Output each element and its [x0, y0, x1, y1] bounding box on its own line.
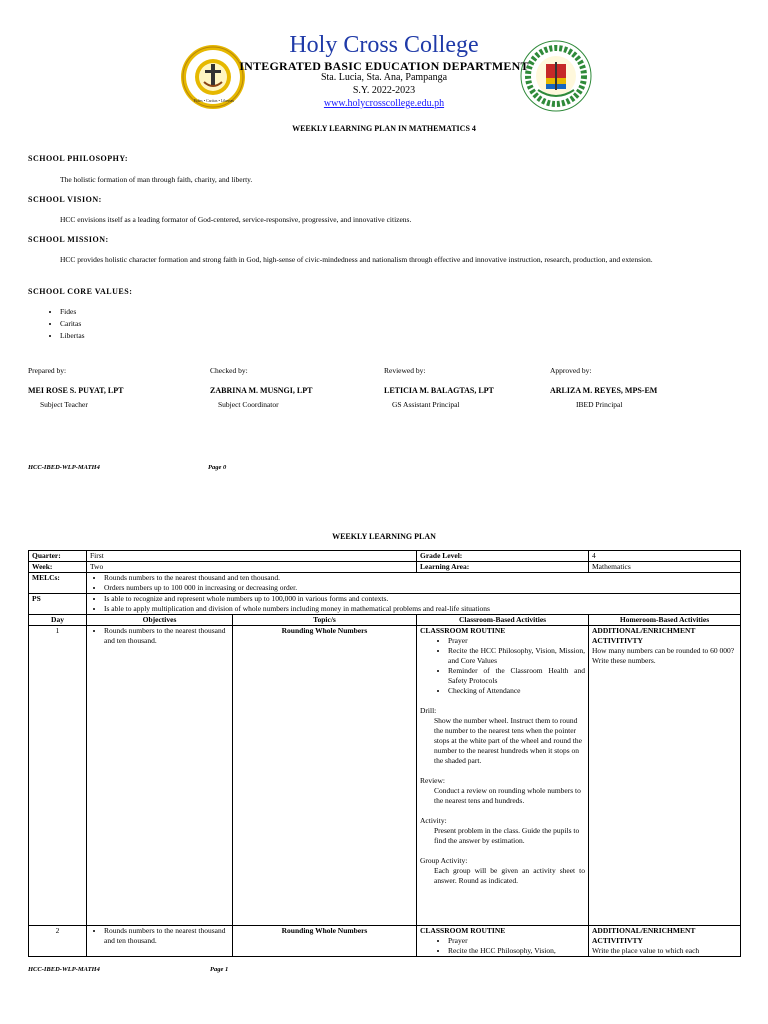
footer-document-code: HCC-IBED-WLP-MATH4	[28, 464, 100, 471]
department-name: INTEGRATED BASIC EDUCATION DEPARTMENT	[239, 59, 529, 73]
approved-by-position: IBED Principal	[576, 400, 623, 409]
classroom-routine-label: CLASSROOM ROUTINE	[420, 926, 506, 935]
routine-item: • Prayer	[448, 936, 585, 946]
week-value: Two	[87, 562, 417, 573]
enrichment-text: Write the place value to which each	[592, 946, 700, 955]
classroom-activities-cell	[417, 626, 589, 926]
approved-by-label: Approved by:	[550, 366, 592, 375]
homeroom-activities-cell	[589, 626, 741, 926]
column-header: Day	[29, 615, 87, 626]
objective-item: • Rounds numbers to the nearest thousand and ten thousand.	[104, 926, 229, 946]
drill-label: Drill:	[420, 706, 437, 715]
checked-by-position: Subject Coordinator	[218, 400, 279, 409]
footer-document-code: HCC-IBED-WLP-MATH4	[28, 966, 100, 973]
day-number: 2	[29, 926, 87, 957]
column-header: Classroom-Based Activities	[417, 615, 589, 626]
mission-label: SCHOOL MISSION:	[28, 235, 109, 244]
column-header-row	[29, 615, 741, 626]
core-value-item: • Libertas	[60, 330, 85, 342]
grade-level-value: 4	[589, 551, 741, 562]
mission-text: HCC provides holistic character formation and strong faith in God, high-sense of civic-mindedness and nationalism through effective and innovative instruction, research, production, and extension.	[60, 255, 653, 264]
column-header: Homeroom-Based Activities	[589, 615, 741, 626]
core-value-item: • Caritas	[60, 318, 85, 330]
review-label: Review:	[420, 776, 446, 785]
topic-cell: Rounding Whole Numbers	[233, 626, 417, 926]
enrichment-label: ADDITIONAL/ENRICHMENT ACTIVITIVTY	[592, 926, 696, 945]
day-1-row	[29, 626, 741, 926]
ps-item: • Is able to apply multiplication and division of whole numbers including money in mathematical problems and real-life situations	[104, 604, 737, 614]
routine-item: • Prayer	[448, 636, 585, 646]
group-activity-text: Each group will be given an activity sheet to answer. Round as indicated.	[434, 866, 586, 885]
homeroom-activities-cell	[589, 926, 741, 957]
activity-text: Present problem in the class. Guide the pupils to find the answer by estimation.	[434, 826, 580, 845]
quarter-label: Quarter:	[29, 551, 87, 562]
footer-page-number: Page 0	[208, 464, 227, 471]
reviewed-by-name: LETICIA M. BALAGTAS, LPT	[384, 386, 494, 395]
ps-item: • Is able to recognize and represent whole numbers up to 100,000 in various forms and contexts.	[104, 594, 737, 604]
classroom-activities-cell	[417, 926, 589, 957]
document-title: WEEKLY LEARNING PLAN IN MATHEMATICS 4	[292, 124, 476, 133]
philosophy-text: The holistic formation of man through faith, charity, and liberty.	[60, 175, 253, 184]
ps-cell	[87, 594, 741, 615]
melcs-label: MELCs:	[29, 573, 87, 594]
objective-cell	[87, 626, 233, 926]
melcs-cell	[87, 573, 741, 594]
approved-by-name: ARLIZA M. REYES, MPS-EM	[550, 386, 658, 395]
enrichment-label: ADDITIONAL/ENRICHMENT ACTIVITIVTY	[592, 626, 696, 645]
day-number: 1	[29, 626, 87, 926]
week-label: Week:	[29, 562, 87, 573]
review-text: Conduct a review on rounding whole numbers to the nearest tens and hundreds.	[434, 786, 581, 805]
routine-item: • Recite the HCC Philosophy, Vision,	[448, 946, 585, 956]
wlp-title: WEEKLY LEARNING PLAN	[332, 532, 436, 541]
ps-row	[29, 594, 741, 615]
vision-text: HCC envisions itself as a leading formator of God-centered, service-responsive, progressive, and innovative citizens.	[60, 215, 412, 224]
melc-item: • Orders numbers up to 100 000 in increasing or decreasing order.	[104, 583, 737, 593]
reviewed-by-position: GS Assistant Principal	[392, 400, 460, 409]
drill-text: Show the number wheel. Instruct them to round the number to the nearest tens when the pointer stops at the white part of the wheel and round the number to the nearest hundreds when it stops on the shaded part.	[434, 716, 582, 765]
routine-item: • Checking of Attendance	[448, 686, 585, 696]
melcs-row	[29, 573, 741, 594]
column-header: Objectives	[87, 615, 233, 626]
school-name: Holy Cross College	[289, 32, 479, 58]
core-value-item: • Fides	[60, 306, 85, 318]
column-header: Topic/s	[233, 615, 417, 626]
school-motto: Fides • Caritas • Libertas	[194, 98, 234, 103]
checked-by-name: ZABRINA M. MUSNGI, LPT	[210, 386, 313, 395]
routine-item: • Reminder of the Classroom Health and Safety Protocols	[448, 666, 585, 686]
week-row	[29, 562, 741, 573]
prepared-by-label: Prepared by:	[28, 366, 67, 375]
core-values-label: SCHOOL CORE VALUES:	[28, 287, 133, 296]
routine-item: • Recite the HCC Philosophy, Vision, Mission, and Core Values	[448, 646, 585, 666]
group-activity-label: Group Activity:	[420, 856, 468, 865]
weekly-learning-plan-table	[28, 550, 741, 957]
vision-label: SCHOOL VISION:	[28, 195, 102, 204]
school-year: S.Y. 2022-2023	[352, 85, 416, 96]
core-values-list	[42, 306, 85, 342]
melc-item: • Rounds numbers to the nearest thousand and ten thousand.	[104, 573, 737, 583]
learning-area-value: Mathematics	[589, 562, 741, 573]
philosophy-label: SCHOOL PHILOSOPHY:	[28, 154, 129, 163]
enrichment-text: How many numbers can be rounded to 60 000? Write these numbers.	[592, 646, 735, 665]
topic-cell: Rounding Whole Numbers	[233, 926, 417, 957]
reviewed-by-label: Reviewed by:	[384, 366, 426, 375]
quarter-row	[29, 551, 741, 562]
objective-item: • Rounds numbers to the nearest thousand and ten thousand.	[104, 626, 229, 646]
ps-label: PS	[29, 594, 87, 615]
quarter-value: First	[87, 551, 417, 562]
grade-level-label: Grade Level:	[417, 551, 589, 562]
prepared-by-position: Subject Teacher	[40, 400, 88, 409]
school-address: Sta. Lucia, Sta. Ana, Pampanga	[320, 72, 448, 83]
prepared-by-name: MEI ROSE S. PUYAT, LPT	[28, 386, 124, 395]
footer-page-number: Page 1	[210, 966, 229, 973]
learning-area-label: Learning Area:	[417, 562, 589, 573]
checked-by-label: Checked by:	[210, 366, 248, 375]
day-2-row	[29, 926, 741, 957]
activity-label: Activity:	[420, 816, 447, 825]
classroom-routine-label: CLASSROOM ROUTINE	[420, 626, 506, 635]
objective-cell	[87, 926, 233, 957]
school-website-link[interactable]: www.holycrosscollege.edu.ph	[323, 98, 445, 109]
